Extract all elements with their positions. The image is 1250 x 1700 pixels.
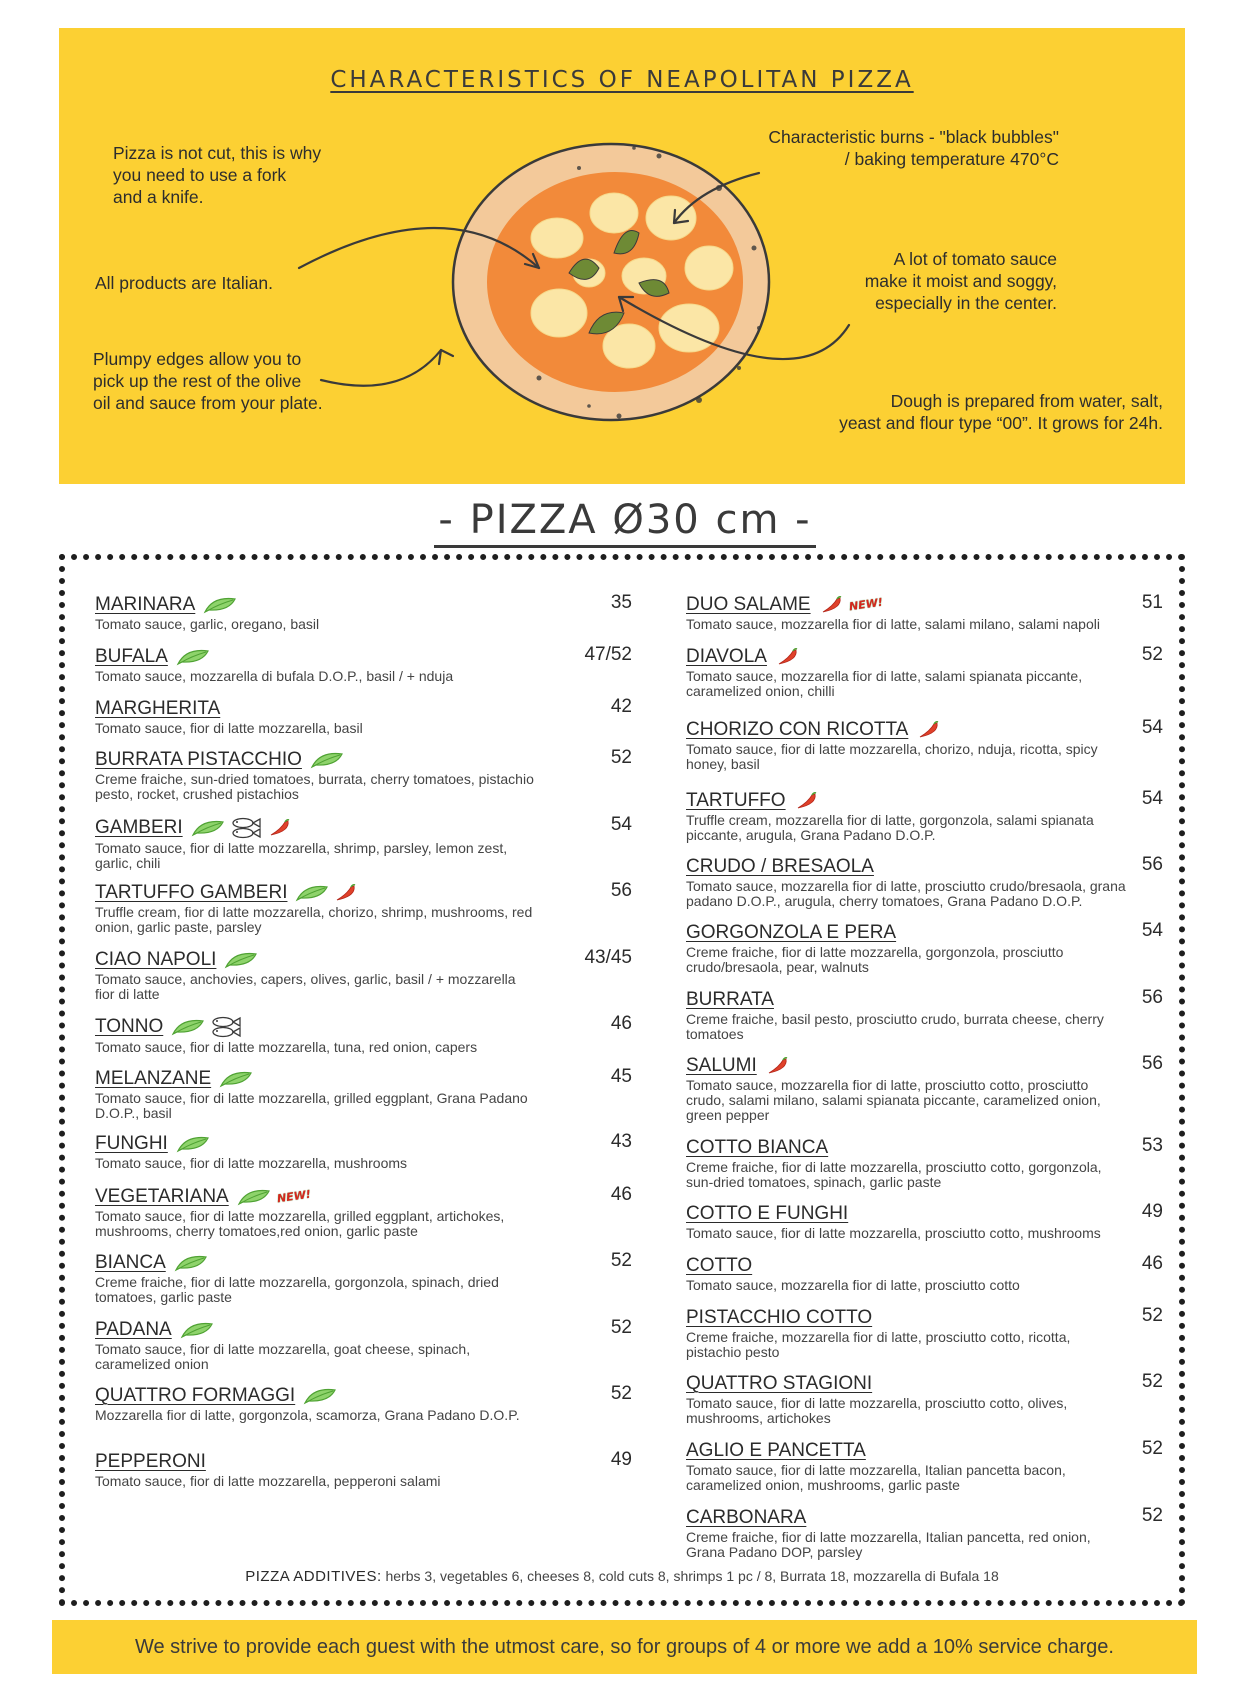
menu-item-price: 47/52 (584, 644, 632, 665)
menu-item-price: 52 (1141, 1505, 1163, 1526)
menu-item (95, 1385, 535, 1423)
chili-icon (333, 884, 361, 901)
pizza-additives (65, 1568, 1179, 1585)
menu-item-description: Tomato sauce, garlic, oregano, basil (95, 616, 320, 632)
menu-item-name: GORGONZOLA E PERA (686, 922, 897, 943)
menu-item-price: 45 (610, 1066, 632, 1087)
menu-item-description: Tomato sauce, mozzarella di bufala D.O.P., basil / + nduja (95, 668, 454, 684)
menu-item-description: Tomato sauce, fior di latte mozzarella, basil (95, 720, 363, 736)
menu-item (686, 1055, 1126, 1123)
menu-item (686, 1203, 1126, 1241)
menu-item-name: SALUMI (686, 1055, 757, 1076)
menu-item-name: PEPPERONI (95, 1451, 206, 1472)
menu-item-icons (310, 751, 348, 769)
menu-item (95, 1015, 535, 1055)
menu-item-name: GAMBERI (95, 817, 183, 838)
menu-item-description: Tomato sauce, mozzarella fior di latte, salami milano, salami napoli (686, 616, 1100, 632)
characteristics-panel (59, 28, 1185, 484)
leaf-icon (176, 648, 214, 665)
note-tomato-sauce: A lot of tomato sauce make it moist and soggy, especially in the center. (864, 249, 1057, 313)
note-characteristic-burns: Characteristic burns - "black bubbles" / baking temperature 470°C (768, 127, 1059, 169)
menu-item (686, 1507, 1126, 1560)
menu-item-description: Tomato sauce, fior di latte mozzarella, prosciutto cotto, olives, mushrooms, artichokes (686, 1395, 1068, 1426)
menu-item-icons (775, 648, 803, 666)
menu-item-name: MELANZANE (95, 1068, 212, 1089)
menu-item-price: 52 (610, 1250, 632, 1271)
menu-item (95, 1068, 535, 1121)
menu-item-description: Creme fraiche, fior di latte mozzarella, gorgonzola, prosciutto crudo/bresaola, pear, walnuts (686, 944, 1064, 975)
menu-item-price: 46 (610, 1013, 632, 1034)
menu-item-description: Tomato sauce, fior di latte mozzarella, grilled eggplant, artichokes, mushrooms, cherry tomatoes,red onion, garlic paste (95, 1208, 505, 1239)
service-charge-banner: We strive to provide each guest with the utmost care, so for groups of 4 or more we add a 10% service charge. (52, 1620, 1197, 1674)
menu-item-name: CARBONARA (686, 1507, 807, 1528)
menu-item-price: 54 (1141, 788, 1163, 809)
fish-icon (209, 1018, 247, 1035)
menu-item-name: QUATTRO STAGIONI (686, 1373, 873, 1394)
menu-item (95, 1186, 535, 1239)
menu-item-price: 52 (610, 747, 632, 768)
leaf-icon (174, 1254, 212, 1271)
note-italian-products: All products are Italian. (95, 273, 274, 293)
menu-item-name: BURRATA (686, 989, 774, 1010)
menu-item-price: 52 (610, 1317, 632, 1338)
menu-item-name: TARTUFFO GAMBERI (95, 882, 288, 903)
menu-item-name: AGLIO E PANCETTA (686, 1440, 866, 1461)
menu-item-name: TARTUFFO (686, 790, 786, 811)
menu-item-icons (819, 596, 883, 614)
menu-item-description: Tomato sauce, mozzarella fior di latte, salami spianata piccante, caramelized onion, chilli (686, 668, 1083, 699)
menu-item-name: CRUDO / BRESAOLA (686, 856, 874, 877)
menu-item-price: 56 (1141, 854, 1163, 875)
menu-item-description: Creme fraiche, basil pesto, prosciutto crudo, burrata cheese, cherry tomatoes (686, 1011, 1104, 1042)
menu-item (95, 949, 535, 1002)
menu-item-description: Tomato sauce, fior di latte mozzarella, shrimp, parsley, lemon zest, garlic, chili (95, 840, 508, 871)
menu-item-price: 53 (1141, 1135, 1163, 1156)
menu-item-description: Tomato sauce, fior di latte mozzarella, prosciutto cotto, mushrooms (686, 1225, 1101, 1241)
leaf-icon (176, 1135, 214, 1152)
menu-item-icons (916, 721, 944, 739)
menu-item-price: 42 (610, 696, 632, 717)
menu-item-description: Tomato sauce, fior di latte mozzarella, chorizo, nduja, ricotta, spicy honey, basil (686, 741, 1098, 772)
menu-item-price: 52 (1141, 1371, 1163, 1392)
menu-item-name: MARINARA (95, 594, 196, 615)
menu-item (686, 1307, 1126, 1360)
menu-item-description: Mozzarella fior di latte, gorgonzola, scamorza, Grana Padano D.O.P. (95, 1407, 520, 1423)
menu-item-price: 52 (1141, 644, 1163, 665)
note-not-cut: Pizza is not cut, this is why you need to use a fork and a knife. (113, 143, 322, 207)
menu-item (95, 646, 535, 684)
menu-item-price: 49 (1141, 1201, 1163, 1222)
menu-item (686, 1373, 1126, 1426)
menu-item-name: BURRATA PISTACCHIO (95, 749, 302, 770)
menu-item-name: COTTO BIANCA (686, 1137, 829, 1158)
menu-item-price: 51 (1141, 592, 1163, 613)
fish-icon (229, 819, 267, 836)
menu-item (95, 594, 535, 632)
new-badge: NEW! (847, 596, 884, 614)
chili-icon (267, 819, 295, 836)
additives-text: herbs 3, vegetables 6, cheeses 8, cold cuts 8, shrimps 1 pc / 8, Burrata 18, mozzarella di Bufala 18 (381, 1568, 999, 1584)
menu-item-description: Truffle cream, mozzarella fior di latte, gorgonzola, salami spianata piccante, arugula, Grana Padano D.O.P. (686, 812, 1094, 843)
menu-item-description: Creme fraiche, sun-dried tomatoes, burrata, cherry tomatoes, pistachio pesto, rocket, crushed pistachios (95, 771, 534, 802)
menu-item-price: 52 (1141, 1438, 1163, 1459)
menu-item-name: FUNGHI (95, 1133, 168, 1154)
menu-item-description: Tomato sauce, fior di latte mozzarella, pepperoni salami (95, 1473, 441, 1489)
note-dough: Dough is prepared from water, salt, yeast and flour type “00”. It grows for 24h. (839, 391, 1163, 433)
leaf-icon (224, 951, 262, 968)
menu-item-name: QUATTRO FORMAGGI (95, 1385, 296, 1406)
leaf-icon (171, 1018, 209, 1035)
menu-item (95, 1451, 535, 1489)
leaf-icon (203, 596, 241, 613)
menu-item (686, 1137, 1126, 1190)
menu-item-icons (171, 1015, 247, 1039)
menu-item-icons (237, 1188, 311, 1206)
menu-item-icons (176, 648, 214, 666)
chili-icon (765, 1057, 793, 1074)
menu-item-price: 52 (1141, 1305, 1163, 1326)
menu-item-description: Creme fraiche, mozzarella fior di latte, prosciutto cotto, ricotta, pistachio pesto (686, 1329, 1071, 1360)
menu-item-price: 54 (1141, 717, 1163, 738)
menu-item-description: Truffle cream, fior di latte mozzarella, chorizo, shrimp, mushrooms, red onion, garlic paste, parsley (95, 904, 533, 935)
menu-item-name: PISTACCHIO COTTO (686, 1307, 873, 1328)
menu-item-description: Tomato sauce, fior di latte mozzarella, grilled eggplant, Grana Padano D.O.P., basil (95, 1090, 528, 1121)
menu-item-icons (191, 816, 295, 840)
menu-item (686, 646, 1126, 699)
menu-item (95, 1252, 535, 1305)
chili-icon (819, 596, 847, 613)
menu-item-price: 52 (610, 1383, 632, 1404)
menu-item (686, 1440, 1126, 1493)
menu-item-price: 35 (610, 592, 632, 613)
leaf-icon (303, 1387, 341, 1404)
menu-item-description: Tomato sauce, fior di latte mozzarella, Italian pancetta bacon, caramelized onion, mushrooms, garlic paste (686, 1462, 1066, 1493)
menu-item-price: 43/45 (584, 947, 632, 968)
menu-item-name: COTTO (686, 1255, 753, 1276)
menu-item-icons (203, 596, 241, 614)
menu-item (686, 1255, 1126, 1293)
leaf-icon (237, 1188, 275, 1205)
chili-icon (794, 792, 822, 809)
menu-item-name: DUO SALAME (686, 594, 811, 615)
chili-icon (916, 721, 944, 738)
menu-item-description: Creme fraiche, fior di latte mozzarella, gorgonzola, spinach, dried tomatoes, garlic paste (95, 1274, 499, 1305)
menu-item-description: Tomato sauce, fior di latte mozzarella, mushrooms (95, 1155, 408, 1171)
leaf-icon (295, 884, 333, 901)
menu-item-icons (295, 884, 361, 902)
leaf-icon (310, 751, 348, 768)
menu-item-name: MARGHERITA (95, 698, 221, 719)
note-plumpy-edges: Plumpy edges allow you to pick up the rest of the olive oil and sauce from your plate. (93, 349, 323, 413)
menu-item-name: BIANCA (95, 1252, 166, 1273)
menu-item-icons (180, 1321, 218, 1339)
leaf-icon (180, 1321, 218, 1338)
menu-item-description: Tomato sauce, mozzarella fior di latte, prosciutto cotto, prosciutto crudo, salami milano, salami spianata piccante, caramelized onion, green pepper (686, 1077, 1101, 1123)
menu-item (95, 1133, 535, 1171)
menu-item-icons (303, 1387, 341, 1405)
menu-item-price: 46 (1141, 1253, 1163, 1274)
menu-item-description: Tomato sauce, mozzarella fior di latte, prosciutto crudo/bresaola, grana padano D.O.P., arugula, cherry tomatoes, Grana Padano D.O.P. (686, 878, 1126, 909)
menu-item-icons (176, 1135, 214, 1153)
menu-item-icons (794, 792, 822, 810)
menu-item-name: VEGETARIANA (95, 1186, 229, 1207)
menu-item (686, 594, 1126, 632)
menu-item-price: 43 (610, 1131, 632, 1152)
menu-item-description: Tomato sauce, fior di latte mozzarella, tuna, red onion, capers (95, 1039, 478, 1055)
menu-item (95, 816, 535, 871)
menu-item-icons (765, 1057, 793, 1075)
menu-item-price: 54 (610, 814, 632, 835)
menu-item-price: 56 (1141, 1053, 1163, 1074)
menu-item-description: Creme fraiche, fior di latte mozzarella, prosciutto cotto, gorgonzola, sun-dried tomatoes, spinach, garlic paste (686, 1159, 1102, 1190)
menu-item-price: 56 (610, 880, 632, 901)
menu-item (686, 790, 1126, 843)
menu-item-description: Tomato sauce, fior di latte mozzarella, goat cheese, spinach, caramelized onion (95, 1341, 471, 1372)
menu-item-price: 46 (610, 1184, 632, 1205)
menu-item-price: 54 (1141, 920, 1163, 941)
menu-item-name: DIAVOLA (686, 646, 767, 667)
menu-item-description: Tomato sauce, anchovies, capers, olives, garlic, basil / + mozzarella fior di latte (95, 971, 516, 1002)
menu-item-name: PADANA (95, 1319, 172, 1340)
pizza-section-heading (0, 497, 1250, 543)
menu-item-name: CHORIZO CON RICOTTA (686, 719, 909, 740)
menu-item-description: Tomato sauce, mozzarella fior di latte, prosciutto cotto (686, 1277, 1020, 1293)
menu-item-price: 56 (1141, 987, 1163, 1008)
menu-item (95, 1319, 535, 1372)
characteristics-title: CHARACTERISTICS OF NEAPOLITAN PIZZA (330, 67, 914, 93)
menu-item-name: COTTO E FUNGHI (686, 1203, 849, 1224)
menu-item-name: BUFALA (95, 646, 168, 667)
menu-item-icons (224, 951, 262, 969)
menu-item (95, 882, 535, 935)
menu-item (686, 719, 1126, 772)
menu-item (686, 856, 1126, 909)
pizza-menu-box (59, 554, 1185, 1606)
leaf-icon (191, 819, 229, 836)
new-badge: NEW! (275, 1188, 312, 1206)
menu-item-icons (174, 1254, 212, 1272)
menu-item (95, 698, 535, 736)
leaf-icon (219, 1070, 257, 1087)
menu-item-description: Creme fraiche, fior di latte mozzarella, Italian pancetta, red onion, Grana Padano DOP, parsley (686, 1529, 1091, 1560)
menu-item-name: CIAO NAPOLI (95, 949, 217, 970)
menu-item-name: TONNO (95, 1016, 164, 1037)
menu-item (686, 922, 1126, 975)
menu-item (686, 989, 1126, 1042)
menu-item (95, 749, 535, 802)
menu-item-price: 49 (610, 1449, 632, 1470)
pizza-heading-text: - PIZZA Ø30 cm - (434, 497, 815, 548)
chili-icon (775, 648, 803, 665)
menu-item-icons (219, 1070, 257, 1088)
additives-label: PIZZA ADDITIVES: (245, 1568, 382, 1585)
